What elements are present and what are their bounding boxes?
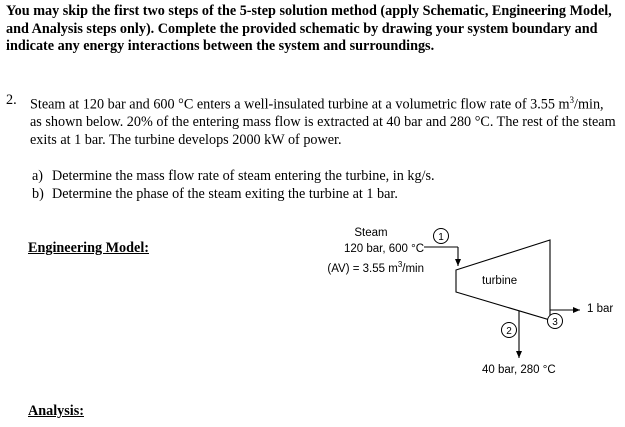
problem-text-superscript: 3 [569, 95, 575, 105]
inlet-label-steam: Steam [354, 227, 388, 239]
problem-text-part1: Steam at 120 bar and 600 °C enters a well-insulated turbine at a volumetric flow rate of 3.55 m [30, 96, 570, 113]
part-b-text: Determine the phase of the steam exiting the turbine at 1 bar. [52, 186, 398, 202]
engineering-model-heading: Engineering Model: [28, 240, 149, 256]
turbine-label: turbine [482, 275, 518, 287]
state-1-label: 1 [438, 232, 444, 243]
part-a-text: Determine the mass flow rate of steam entering the turbine, in kg/s. [52, 168, 435, 184]
inlet-flow-post: /min [402, 262, 424, 275]
extraction-label: 40 bar, 280 °C [482, 364, 556, 376]
inlet-flow-pre: (AV) = 3.55 m [327, 262, 398, 275]
problem-number: 2. [6, 92, 17, 108]
problem-text-part2: /min, as shown below. 20% of the entering mass flow is extracted at 40 bar and 280 °C. The rest of the steam exits at 1 bar. The turbine develops 2000 kW of power. [30, 96, 616, 148]
analysis-heading: Analysis: [28, 403, 84, 419]
state-2-label: 2 [506, 326, 512, 337]
inlet-label-flow [300, 257, 424, 277]
part-a-label: a) [32, 168, 44, 184]
state-3-label: 3 [552, 317, 558, 328]
inlet-label-state: 120 bar, 600 °C [343, 243, 424, 255]
instructions-paragraph: You may skip the first two steps of the 5-step solution method (apply Schematic, Engineering Model, and Analysis steps only). Complete the provided schematic by drawing your system boundary and indicate any energy interactions between the system and surroundings. [6, 3, 612, 54]
exit-label: 1 bar [587, 303, 614, 315]
part-b-label: b) [32, 186, 44, 202]
inlet-flow-sup: 3 [397, 260, 403, 269]
inlet-label [300, 225, 424, 277]
